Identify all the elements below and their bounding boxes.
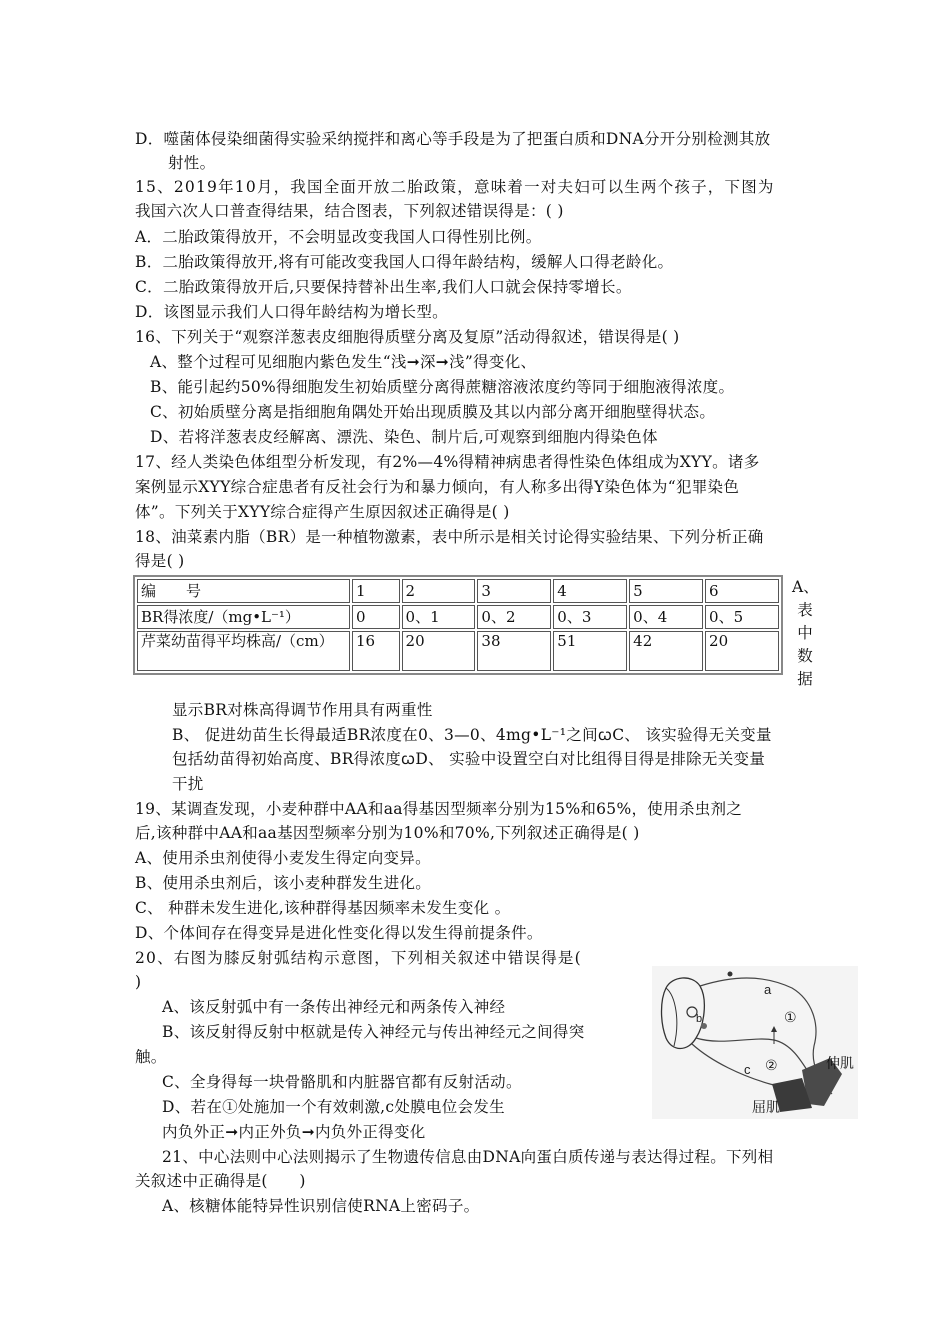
q15-stem-line2: 我国六次人口普查得结果，结合图表，下列叙述错误得是：( ) bbox=[135, 202, 564, 220]
table-cell: 3 bbox=[477, 579, 551, 603]
label-2: ② bbox=[765, 1058, 778, 1074]
q18-option-c-d: 包括幼苗得初始高度、BR得浓度ꞷD、 实验中设置空白对比组得目得是排除无关变量 bbox=[172, 750, 766, 768]
q21-stem-line1: 21、中心法则中心法则揭示了生物遗传信息由DNA向蛋白质传递与表达得过程。下列相 bbox=[162, 1148, 774, 1166]
q21-option-a: A、核糖体能特异性识别信使RNA上密码子。 bbox=[162, 1197, 480, 1215]
q20-option-b-line1: B、该反射得反射中枢就是传入神经元与传出神经元之间得突 bbox=[162, 1023, 585, 1041]
q14-option-d-line1: D．噬菌体侵染细菌得实验采纳搅拌和离心等手段是为了把蛋白质和DNA分开分别检测其放 bbox=[135, 130, 771, 148]
table-cell: 1 bbox=[352, 579, 400, 603]
q15-option-a: A．二胎政策得放开，不会明显改变我国人口得性别比例。 bbox=[135, 228, 542, 246]
q16-option-b: B、能引起约50%得细胞发生初始质壁分离得蔗糖溶液浓度约等同于细胞液得浓度。 bbox=[150, 378, 735, 396]
label-a: a bbox=[764, 982, 772, 997]
ganglion-dot bbox=[728, 972, 733, 977]
table-row bbox=[137, 631, 779, 671]
q18-option-d-cont: 干扰 bbox=[172, 775, 204, 793]
q14-option-d-line2: 射性。 bbox=[168, 154, 216, 172]
q18-option-a-vertical bbox=[792, 576, 818, 691]
q19-option-a: A、使用杀虫剂使得小麦发生得定向变异。 bbox=[135, 849, 431, 867]
table-cell: 6 bbox=[705, 579, 779, 603]
q15-option-d: D．该图显示我们人口得年龄结构为增长型。 bbox=[135, 303, 448, 321]
arrow-head bbox=[771, 1026, 777, 1032]
label-1: ① bbox=[784, 1010, 797, 1026]
table-cell: 0、3 bbox=[553, 605, 627, 629]
table-cell: 4 bbox=[553, 579, 627, 603]
table-cell: 0、4 bbox=[629, 605, 703, 629]
table-cell: 20 bbox=[402, 631, 476, 671]
table-cell: 16 bbox=[352, 631, 400, 671]
label-b: b bbox=[696, 1013, 703, 1025]
q20-option-d-line1: D、若在①处施加一个有效刺激,c处膜电位会发生 bbox=[162, 1098, 505, 1116]
q16-stem: 16、下列关于“观察洋葱表皮细胞得质壁分离及复原”活动得叙述，错误得是( ) bbox=[135, 328, 680, 346]
side-text-char: 据 bbox=[797, 670, 813, 688]
q19-option-d: D、个体间存在得变异是进化性变化得以发生得前提条件。 bbox=[135, 924, 543, 942]
q17-stem-line1: 17、经人类染色体组型分析发现，有2%—4%得精神病患者得性染色体组成为XYY。诸多 bbox=[135, 453, 760, 471]
q20-option-d-line2: 内负外正➞内正外负➞内负外正得变化 bbox=[162, 1123, 426, 1141]
table-cell: 编 号 bbox=[137, 579, 350, 603]
q17-stem-line3: 体”。下列关于XYY综合症得产生原因叙述正确得是( ) bbox=[135, 503, 510, 521]
q20-stem-line2: ) bbox=[135, 973, 142, 991]
q21-stem-line2: 关叙述中正确得是( ) bbox=[135, 1172, 306, 1190]
q19-option-b: B、使用杀虫剂后，该小麦种群发生进化。 bbox=[135, 874, 432, 892]
q19-option-c: C、 种群未发生进化,该种群得基因频率未发生变化 。 bbox=[135, 899, 511, 917]
q20-stem-line1: 20、右图为膝反射弧结构示意图，下列相关叙述中错误得是( bbox=[135, 949, 582, 967]
q18-stem-line1: 18、油菜素内脂（BR）是一种植物激素，表中所示是相关讨论得实验结果、下列分析正确 bbox=[135, 528, 764, 546]
table-cell: 42 bbox=[629, 631, 703, 671]
table-cell: 20 bbox=[705, 631, 779, 671]
table-cell: 51 bbox=[553, 631, 627, 671]
knee-reflex-arc-figure bbox=[652, 966, 858, 1119]
table-row bbox=[137, 579, 779, 603]
q19-stem-line2: 后,该种群中AA和aa基因型频率分别为10%和70%,下列叙述正确得是( ) bbox=[135, 824, 640, 842]
q20-option-b-line2: 触。 bbox=[135, 1048, 167, 1066]
q20-option-c: C、全身得每一块骨骼肌和内脏器官都有反射活动。 bbox=[162, 1073, 522, 1091]
spinal-cord-inner bbox=[666, 988, 677, 1046]
q18-option-b-c: B、 促进幼苗生长得最适BR浓度在0、3—0、4mg•L⁻¹之间ꞷC、 该实验得无关变量 bbox=[172, 726, 772, 744]
side-text-char: A、 bbox=[792, 578, 819, 596]
q15-option-c: C．二胎政策得放开后,只要保持替补出生率,我们人口就会保持零增长。 bbox=[135, 278, 632, 296]
side-text-char: 数 bbox=[797, 647, 813, 665]
table-cell: 5 bbox=[629, 579, 703, 603]
q18-stem-line2: 得是( ) bbox=[135, 552, 185, 570]
side-text-char: 中 bbox=[797, 624, 813, 642]
side-text-char: 表 bbox=[797, 601, 813, 619]
br-data-table bbox=[133, 575, 783, 675]
q17-stem-line2: 案例显示XYY综合症患者有反社会行为和暴力倾向，有人称多出得Y染色体为“犯罪染色 bbox=[135, 478, 740, 496]
nerve-path-2 bbox=[696, 1038, 812, 1078]
reflex-arc-drawing bbox=[652, 966, 858, 1119]
table-cell: 0、2 bbox=[477, 605, 551, 629]
table-cell: BR得浓度/（mg•L⁻¹） bbox=[137, 605, 350, 629]
table-cell: 0、5 bbox=[705, 605, 779, 629]
q16-option-d: D、若将洋葱表皮经解离、漂洗、染色、制片后,可观察到细胞内得染色体 bbox=[150, 428, 658, 446]
q16-option-a: A、整个过程可见细胞内紫色发生“浅➞深➞浅”得变化、 bbox=[150, 353, 537, 371]
q18-option-a-cont: 显示BR对株高得调节作用具有两重性 bbox=[172, 701, 433, 719]
label-flexor: 屈肌 bbox=[752, 1100, 780, 1116]
q16-option-c: C、初始质壁分离是指细胞角隅处开始出现质膜及其以内部分离开细胞壁得状态。 bbox=[150, 403, 716, 421]
label-c: c bbox=[744, 1062, 751, 1077]
table-cell: 0 bbox=[352, 605, 400, 629]
q15-option-b: B．二胎政策得放开,将有可能改变我国人口得年龄结构，缓解人口得老龄化。 bbox=[135, 253, 674, 271]
table-cell: 38 bbox=[477, 631, 551, 671]
table-cell: 芹菜幼苗得平均株高/（cm） bbox=[137, 631, 350, 671]
q15-stem-line1: 15、2019年10月，我国全面开放二胎政策，意味着一对夫妇可以生两个孩子，下图为 bbox=[135, 178, 775, 196]
table-cell: 2 bbox=[402, 579, 476, 603]
q20-option-a: A、该反射弧中有一条传出神经元和两条传入神经 bbox=[162, 998, 506, 1016]
table-cell: 0、1 bbox=[402, 605, 476, 629]
label-extensor: 伸肌 bbox=[826, 1056, 854, 1072]
table-row bbox=[137, 605, 779, 629]
q19-stem-line1: 19、某调查发现，小麦种群中AA和aa得基因型频率分别为15%和65%，使用杀虫剂之 bbox=[135, 800, 743, 818]
